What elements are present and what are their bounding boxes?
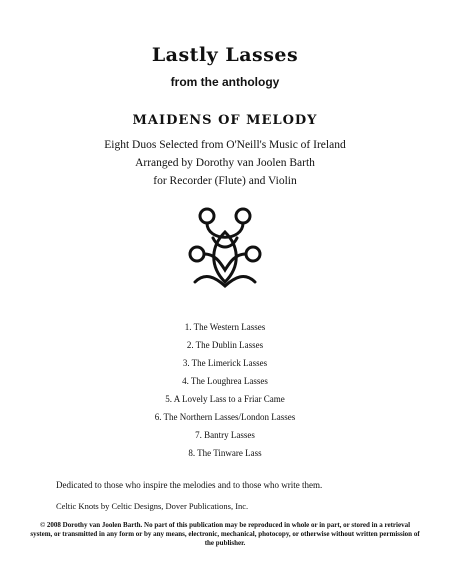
credits: Celtic Knots by Celtic Designs, Dover Publications, Inc. [56, 501, 249, 511]
info-line-selection: Eight Duos Selected from O'Neill's Music of Ireland [104, 139, 346, 151]
info-line-instrumentation: for Recorder (Flute) and Violin [153, 175, 297, 187]
list-item: 5. A Lovely Lass to a Friar Came [165, 394, 285, 404]
copyright-notice: © 2008 Dorothy van Joolen Barth. No part of this publication may be reproduced in whole or in part, or stored in a retrieval system, or transmitted in any form or by any means, electronic, mechanical, photocopy, or otherwise without written permission of the publisher. [30, 521, 420, 547]
collection-title: MAIDENS OF MELODY [132, 113, 318, 128]
list-item: 6. The Northern Lasses/London Lasses [154, 412, 296, 422]
list-item: 1. The Western Lasses [184, 322, 266, 332]
list-item: 7. Bantry Lasses [195, 430, 255, 440]
list-item: 8. The Tinware Lass [188, 448, 262, 458]
info-line-arranger: Arranged by Dorothy van Joolen Barth [135, 157, 315, 169]
list-item: 4. The Loughrea Lasses [182, 376, 268, 386]
page-title: Lastly Lasses [151, 44, 299, 66]
dedication: Dedicated to those who inspire the melodies and to those who write them. [56, 480, 323, 490]
list-item: 3. The Limerick Lasses [182, 358, 268, 368]
subtitle: from the anthology [170, 75, 280, 89]
list-item: 2. The Dublin Lasses [186, 340, 264, 350]
celtic-knot-icon [185, 202, 265, 290]
contents-list [0, 318, 450, 462]
